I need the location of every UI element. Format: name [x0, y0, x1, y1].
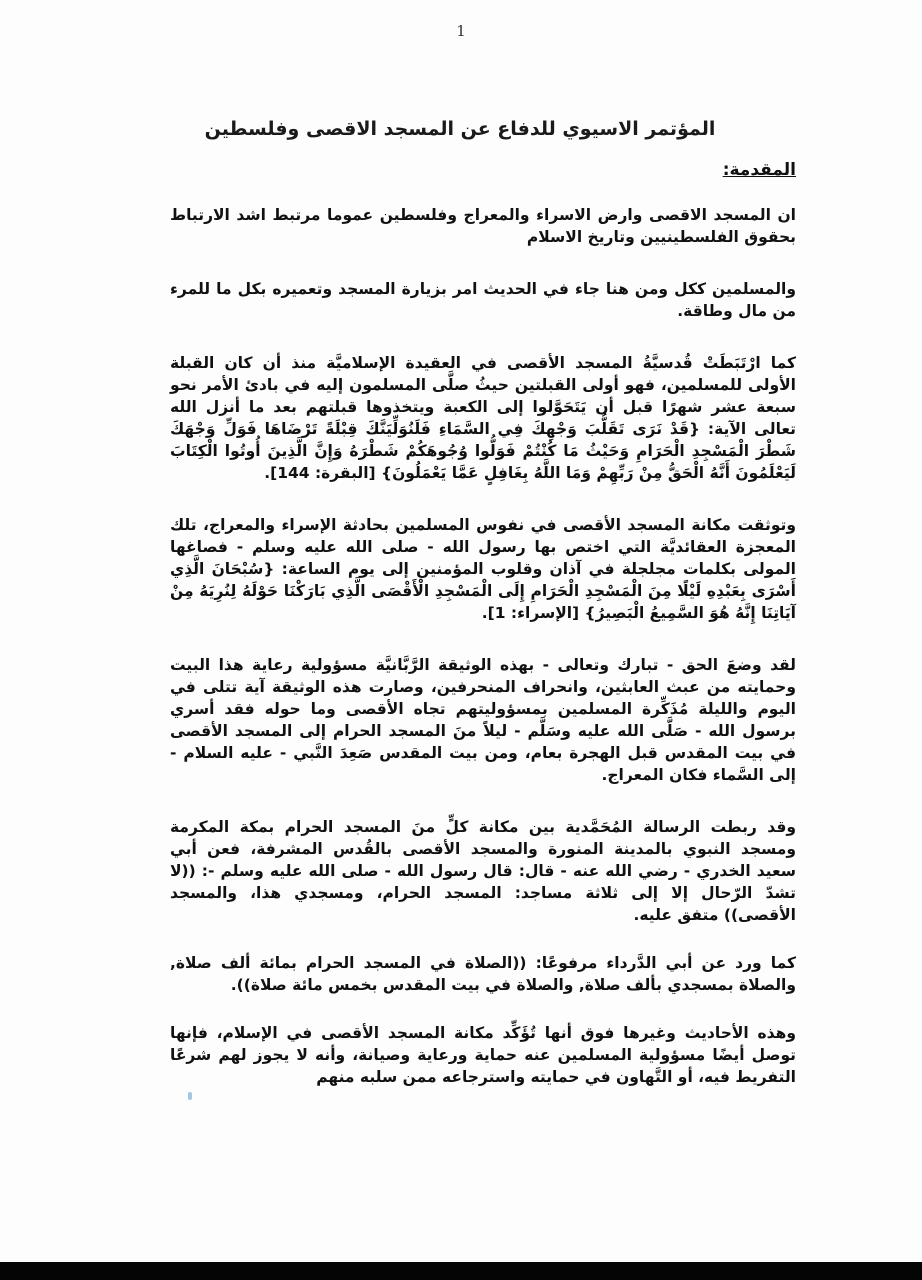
paragraph-1: ان المسجد الاقصى وارض الاسراء والمعراج وفلسطين عموما مرتبط اشد الارتباط بحقوق الفلسطينيين وتاريخ الاسلام: [170, 206, 796, 246]
paragraph-2: والمسلمين ككل ومن هنا جاء في الحديث امر بزيارة المسجد وتعميره بكل ما للمرء من مال وطاقة.: [170, 280, 796, 320]
paragraph-7: كما ورد عن أبي الدَّرداء مرفوعًا: ((الصلاة في المسجد الحرام بمائة ألف صلاة, والصلاة بمسجدي بألف صلاة, والصلاة في بيت المقدس بخمس مائة صلاة)).: [170, 954, 796, 994]
paragraph-3: كما ارْتَبَطَتْ قُدسيَّةُ المسجد الأقصى في العقيدة الإسلاميَّة منذ أن كان القبلة الأولى للمسلمين، فهو أولى القبلتين حيثُ صلَّى المسلمون إليه في بادئ الأمر نحو سبعة عشر شهرًا قبل أن يَتَحَوَّلوا إلى الكعبة ويتخذوها قبلتهم بعد ما أنزل الله تعالى الآية: {قَدْ نَرَى تَقَلُّبَ وَجْهِكَ فِي السَّمَاءِ فَلَنُوَلِّيَنَّكَ قِبْلَةً تَرْضَاهَا فَوَلِّ وَجْهَكَ شَطْرَ الْمَسْجِدِ الْحَرَامِ وَحَيْثُ مَا كُنْتُمْ فَوَلُّوا وُجُوهَكُمْ شَطْرَهُ وَإِنَّ الَّذِينَ أُوتُوا الْكِتَابَ لَيَعْلَمُونَ أَنَّهُ الْحَقُّ مِنْ رَبِّهِمْ وَمَا اللَّهُ بِغَافِلٍ عَمَّا يَعْمَلُونَ} [البقرة: 144].: [170, 354, 796, 482]
ink-speck: [188, 1092, 192, 1100]
document-title: المؤتمر الاسيوي للدفاع عن المسجد الاقصى وفلسطين: [204, 118, 716, 140]
paragraph-6: وقد ربطت الرسالة المُحَمَّدية بين مكانة كلٍّ منَ المسجد الحرام بمكة المكرمة ومسجد النبوي بالمدينة المنورة والمسجد الأقصى بالقُدس المشرفة، فعن أبي سعيد الخدري - رضي الله عنه - قال: قال رسول الله - صلى الله عليه وسلم -: ((لا تشدّ الرّحال إلا إلى ثلاثة مساجد: المسجد الحرام، ومسجدي هذا، والمسجد الأقصى)) متفق عليه.: [170, 818, 796, 924]
page-number: 1: [456, 22, 466, 40]
section-heading: المقدمة:: [722, 160, 796, 180]
paragraph-8: وهذه الأحاديث وغيرها فوق أنها تُؤَكِّد مكانة المسجد الأقصى في الإسلام، فإنها توصل أيضًا مسؤولية المسلمين عنه حماية ورعاية وصيانة، وأنه لا يجوز لهم شرعًا التفريط فيه، أو التَّهاون في حمايته واسترجاعه ممن سلبه منهم: [170, 1024, 796, 1086]
document-body: [170, 160, 796, 1118]
paragraph-5: لقد وضعَ الحق - تبارك وتعالى - بهذه الوثيقة الرَّبَّانيَّة مسؤولية رعاية هذا البيت وحمايته من عبث العابثين، وانحراف المنحرفين، وصارت هذه الوثيقة آية تتلى في اليوم والليلة مُذَكِّرة المسلمين بمسؤوليتهم تجاه الأقصى وما حوله فقد أسري برسول الله - صَلَّى الله عليه وسَلَّم - ليلاً منَ المسجد الحرام إلى المسجد الأقصى في بيت المقدس قبل الهجرة بعام، ومن بيت المقدس صَعِدَ النَّبي - عليه السلام - إلى السَّماء فكان المعراج.: [170, 656, 796, 784]
scan-bottom-edge: [0, 1262, 922, 1280]
paragraph-4: وتوثقت مكانة المسجد الأقصى في نفوس المسلمين بحادثة الإسراء والمعراج، تلك المعجزة العقائديَّة التي اختص بها رسول الله - صلى الله عليه وسلم - فصاغها المولى بكلمات مجلجلة في آذان وقلوب المؤمنين إلى يوم الساعة: {سُبْحَانَ الَّذِي أَسْرَى بِعَبْدِهِ لَيْلًا مِنَ الْمَسْجِدِ الْحَرَامِ إِلَى الْمَسْجِدِ الْأَقْصَى الَّذِي بَارَكْنَا حَوْلَهُ لِنُرِيَهُ مِنْ آيَاتِنَا إِنَّهُ هُوَ السَّمِيعُ الْبَصِيرُ} [الإسراء: 1].: [170, 516, 796, 622]
